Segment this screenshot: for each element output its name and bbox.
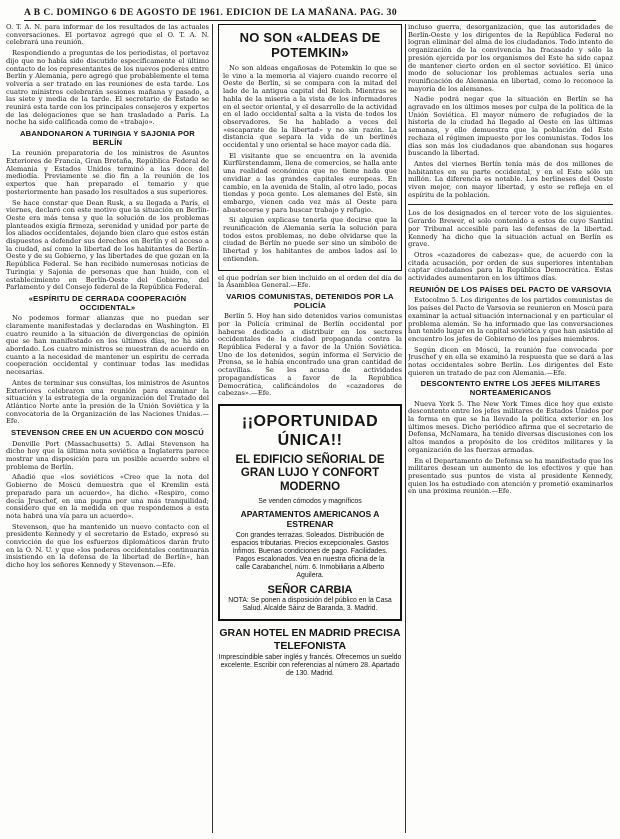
advert-text: Con grandes terrazas. Soleados. Distribución de espacios tributarias. Precios excepcionales. Gastos ínfimos. Buenas condiciones de pago. Facilidades. Pagos escalonados. Vea en nuestra oficina de la calle Carabanchel, núm. 6. Inmobiliaria a Alberto Aguilera.	[231, 532, 389, 580]
header-text: A B C. DOMINGO 6 DE AGOSTO DE 1961. EDICION DE LA MAÑANA. PAG. 30	[24, 8, 398, 18]
paragraph: No son aldeas engañosas de Potemkin lo que se le vino a la memoria al viajero cuando recorre el Oeste de Berlín, si se compara con la mitad del lado de la antigua capital del Reich. Mientras se habla de la miseria a la vista de los informadores en el sector oriental, y el desarrollo de la actividad en el lado occidental salta a la vista de todos los observadores. Se ha hablado a veces del «escaparate de la libertad» y no sin razón. La distancia que separa la vida de un berlinés occidental y uno oriental se hace mayor cada día.	[223, 64, 397, 150]
boxed-article	[218, 24, 402, 271]
job-advert-title: GRAN HOTEL EN MADRID PRECISA TELEFONISTA	[219, 627, 401, 652]
advert-agent: SEÑOR CARBIA	[267, 584, 353, 597]
paragraph: Si alguien explicase tenerla que decirse que la reunificación de Alemania sería la solución para todos estos problemas, no debe olvidarse que la ciudad de Berlín no puede ser sino un símbolo de libertad y los habitantes de ambos lados así lo entienden.	[223, 216, 397, 263]
headline: «ESPÍRITU DE CERRADA COOPERACIÓN OCCIDENTAL»	[28, 293, 187, 312]
paragraph: No podemos formar alianzas que no puedan ser claramente manifestadas y declaradas en Washington. El cuatro reunido a la situación de divergencias de opinión que se han manifestado en los últimos días, no ha sido abordado. Los cuatro ministros se muestran de acuerdo en cuanto a la necesidad de mantener un espíritu de cerrada cooperación occidental y continuar todas las medidas necesarias.	[6, 314, 209, 377]
advert-headline: ¡¡OPORTUNIDAD ÚNICA!!	[241, 412, 379, 449]
paragraph: Según dicen en Moscú, la reunión fue convocada por Jruschef y en ella se examinó la respuesta que se dará a las notas occidentales sobre Berlín. Los dirigentes del Este quieren un tratado de paz con Alemania.—Efe.	[408, 345, 613, 377]
headline: ABANDONARON A TURINGIA Y SAJONIA POR BERLÍN	[20, 129, 195, 147]
job-advert	[218, 627, 402, 678]
column-right	[408, 24, 613, 835]
column-rule	[212, 24, 213, 833]
paragraph: Antes del viernes Berlín tenía más de dos millones de habitantes en su parte occidental, y en el Este sólo un millón. La diferencia es notable. Los berlineses del Oeste viven mejor, con mayor libertad, y esto se refleja en el espíritu de la población.	[408, 159, 613, 199]
paragraph: En el Departamento de Defensa se ha manifestado que los militares desean un aumento de los efectivos y que han presentado sus puntos de vista al presidente Kennedy, quien los ha estudiado con atención y prometió examinarlos en una próxima reunión.—Efe.	[408, 456, 613, 496]
advert-highlight: APARTAMENTOS AMERICANOS A ESTRENAR	[240, 509, 380, 530]
paragraph: Otros «cazadores de cabezas» que, de acuerdo con la citada acusación, por orden de sus superiores intentaban captar ciudadanos para la República Democrática. Estas actividades aumentaron en los últimos días.	[408, 250, 613, 283]
job-advert-text: Imprescindible saber inglés y francés. Ofrecemos un sueldo excelente. Escribir con referencias al número 28. Apartado de 130. Madrid.	[218, 654, 402, 678]
paragraph: La reunión preparatoria de los ministros de Asuntos Exteriores de Francia, Gran Bretaña, República Federal de Alemania y Estados Unidos terminó a las doce del mediodía. Previamente se dio fin a la reunión de los expertos que han preparado el temario y que posteriormente han pasado los resultados a sus superiores.	[6, 149, 209, 196]
headline: VARIOS COMUNISTAS, DETENIDOS POR LA POLICÍA	[226, 291, 394, 310]
paragraph: Berlín 5. Hoy han sido detenidos varios comunistas por la Policía criminal de Berlín occidental por haberse dedicado a distribuir en los sectores occidentales de la ciudad propaganda contra la República Federal y a favor de la Unión Soviética. Uno de los detenidos, según informa el Servicio de Prensa, se le había encontrado una gran cantidad de octavillas. Se les acusa de actividades propagandísticas a favor de la República Democrática, calificándolos de «cazadores de cabezas».—Efe.	[218, 312, 402, 398]
paragraph: Estocolmo 5. Los dirigentes de los partidos comunistas de los países del Pacto de Varsovia se reunieron en Moscú para examinar la actual situación internacional y en particular el problema alemán. Se ha informado que las conversaciones han tenido lugar en la capital soviética y que han asistido al encuentro los jefes de Gobierno de los países miembros.	[408, 296, 613, 343]
headline: STEVENSON CREE EN UN ACUERDO CON MOSCÚ	[11, 428, 204, 438]
column-rule	[405, 24, 406, 833]
column-middle	[218, 24, 402, 835]
paragraph: el que podrían ser bien incluido en el orden del día de la Asamblea General.—Efe.	[218, 273, 402, 290]
real-estate-advert	[218, 404, 402, 622]
paragraph: Nueva York 5. The New York Times dice hoy que existe descontento entre los jefes militares de Estados Unidos por la forma en que se ha llevado la política exterior en los últimos meses. Dicho periódico afirma que el secretario de Defensa, McNamara, ha tenido diversas discusiones con los altos mandos a propósito de los créditos militares y la organización de las fuerzas armadas.	[408, 399, 613, 454]
column-left	[6, 24, 209, 835]
headline: REUNIÓN DE LOS PAÍSES DEL PACTO DE VARSOVIA	[409, 284, 612, 294]
advert-note: NOTA: Se ponen a disposición del público en la Casa Salud. Alcalde Sáinz de Baranda, 3. Madrid.	[228, 597, 392, 613]
paragraph: Respondiendo a preguntas de los periodistas, el portavoz dijo que no había sido discutido específicamente el último contacto de los representantes de los nuevos poderes entre Berlín y Alemania, pero agregó que probablemente el tema volvería a ser tratado en las reuniones de esta tarde. Los cuatro ministros celebrarán sesiones mañana y pasado, a las siete y media de la tarde. El secretario de Estado se reunirá esta tarde con los principales consejeros y expertos de las delegaciones que se han trasladado a París. La noche ha sido calificada como de «trabajo».	[6, 49, 209, 127]
advert-subheadline: EL EDIFICIO SEÑORIAL DE GRAN LUJO Y CONFORT MODERNO	[235, 453, 385, 493]
paragraph: Nadie podrá negar que la situación en Berlín se ha agravado en los últimos meses por culpa de la política de la Unión Soviética. El mayor número de refugiados de la historia de la ciudad ha llegado al Oeste en las últimas semanas, y ello demuestra que la población del Este rechaza el régimen impuesto por los comunistas. Todos los días son más los ciudadanos que abandonan sus hogares buscando la libertad.	[408, 95, 613, 158]
paragraph: incluso guerra, desorganización, que las autoridades de Berlín-Oeste y los dirigentes de la República Federal no logran eliminar del alma de los ciudadanos. Todo intento de organización de la convivencia ha fracasado y sólo la presión ejercida por los organismos del Este ha sido capaz de mantener cierto orden en el sector soviético. El único modo de solucionar los problemas actuales sería una reunificación de Alemania en libertad, como lo reconoce la mayoría de los alemanes.	[408, 24, 613, 93]
paragraph: O. T. A. N. para informar de los resultados de las actuales conversaciones. El portavoz agregó que el O. T. A. N. celebrará una reunión.	[6, 24, 209, 47]
paragraph: El visitante que se encuentra en la avenida Kurfürstendamm, llena de comercios, se halla ante una realidad económica que no tiene nada que envidiar a las grandes capitales europeas. En cambio, en la avenida de Stalin, al otro lado, pocas tiendas y poca gente. Los alemanes del Este, sin embargo, vienen cada vez más al Oeste para abastecerse y para buscar trabajo y refugio.	[223, 151, 397, 214]
advert-text: Se venden cómodos y magníficos	[258, 498, 362, 506]
paragraph: Stevenson, que ha mantenido un nuevo contacto con el presidente Kennedy y el secretario de Estado, expresó su convicción de que los esfuerzos diplomáticos darán fruto en la O. N. U. y que «los poderes occidentales continuarán insistiendo en la defensa de la libertad de Berlín», han dicho hoy los señores Kennedy y Stevenson.—Efe.	[6, 522, 209, 570]
paragraph: Los de los designados en el tercer voto de los siguientes. Gerardo Brewer, el solo contenido a estos de cuyo Santini por Tribunal accesible para las defensas de la libertad. Kennedy ha dicho que la situación actual en Berlín es grave.	[408, 209, 613, 249]
paragraph: Denville Port (Massachusetts) 5. Adlai Stevenson ha dicho hoy que la última nota soviética a Inglaterra parece mostrar una disposición para un posible acuerdo sobre el problema de Berlín.	[6, 439, 209, 471]
paragraph: Añadió que «los soviéticos «Creo que la nota del Gobierno de Moscú demuestra que el Kremlin está preparado para un acuerdo», ha dicho. «Respiro, como decía Jruschef, en una pugna por una más tranquilidad; considero que en la medida en que respondemos a esta nota habrá una vía para un acuerdo».	[6, 473, 209, 520]
headline: DESCONTENTO ENTRE LOS JEFES MILITARES NORTEAMERICANOS	[420, 379, 601, 398]
divider	[408, 204, 613, 205]
boxed-article-title: NO SON «ALDEAS DE POTEMKIN»	[239, 30, 381, 60]
paragraph: Antes de terminar sus consultas, los ministros de Asuntos Exteriores celebraron una reunión para examinar la situación y la estrategia de la organización del Tratado del Atlántico Norte ante la presión de la Unión Soviética y la convocatoria de la Organización de las Naciones Unidas.—Efe.	[6, 378, 209, 426]
page-header	[24, 6, 596, 21]
paragraph: Se hace constar que Dean Rusk, a su llegada a París, el viernes, declaró con este motivo que la situación en Berlín-Oeste era más tensa y que la solución de los problemas planteados exigía firmeza, serenidad y unidad por parte de los aliados occidentales, dejando bien claro que estos están dispuestos a defender sus derechos en Berlín y el acceso a la ciudad, así como la libertad de los habitantes de Berlín-Oeste y de su Gobierno, y las libertades de que gozan en la República Federal. Se han recibido numerosas noticias de Turingia y Sajonia de personas que han huido, con el establecimiento en Berlín-Oeste del Gobierno, del Parlamento y del Consejo federal de la República Federal.	[6, 198, 209, 292]
